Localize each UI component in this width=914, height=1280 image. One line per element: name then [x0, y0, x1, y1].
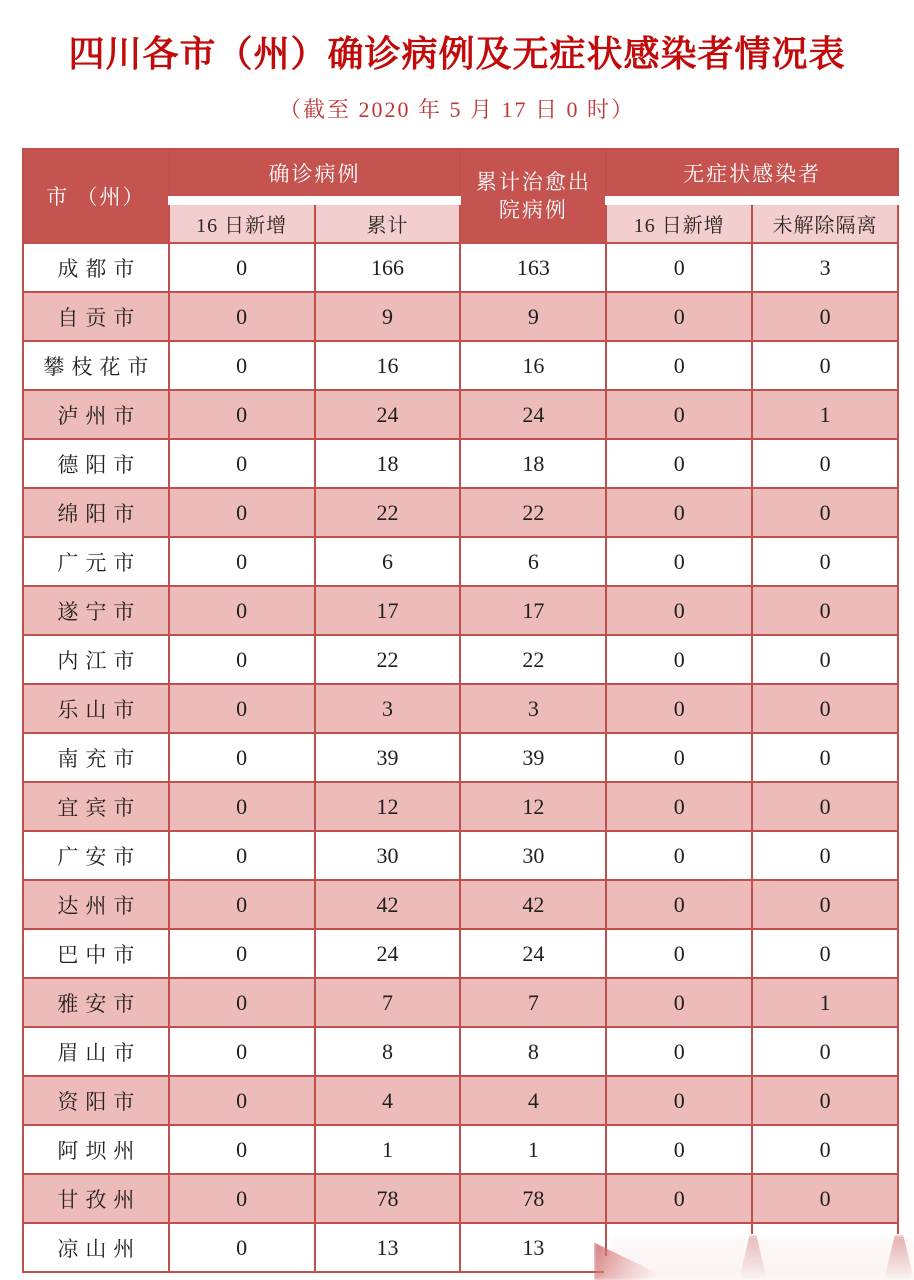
value-cell: 0 [752, 831, 898, 880]
value-cell: 0 [169, 1174, 315, 1223]
header-asym-new: 16 日新增 [606, 201, 752, 244]
table-row [23, 929, 898, 978]
table-row [23, 1174, 898, 1223]
value-cell: 0 [752, 733, 898, 782]
value-cell: 16 [315, 341, 461, 390]
value-cell: 0 [752, 684, 898, 733]
value-cell: 0 [169, 488, 315, 537]
value-cell: 0 [752, 586, 898, 635]
table-row [23, 586, 898, 635]
city-name-cell: 雅安市 [23, 978, 169, 1027]
header-confirmed-total: 累计 [315, 201, 461, 244]
city-name-cell: 自贡市 [23, 292, 169, 341]
value-cell: 9 [315, 292, 461, 341]
table-row [23, 733, 898, 782]
value-cell: 0 [169, 733, 315, 782]
value-cell: 24 [460, 390, 606, 439]
table-row [23, 831, 898, 880]
value-cell: 0 [606, 684, 752, 733]
value-cell: 0 [169, 929, 315, 978]
value-cell: 16 [460, 341, 606, 390]
value-cell: 4 [460, 1076, 606, 1125]
table-body [23, 243, 898, 1272]
value-cell: 42 [315, 880, 461, 929]
city-name-cell: 阿坝州 [23, 1125, 169, 1174]
value-cell: 22 [460, 635, 606, 684]
table-header [23, 149, 898, 243]
value-cell: 0 [752, 537, 898, 586]
value-cell: 0 [169, 1125, 315, 1174]
table-row [23, 684, 898, 733]
value-cell: 24 [315, 390, 461, 439]
value-cell: 7 [460, 978, 606, 1027]
table-row [23, 1076, 898, 1125]
table-row [23, 880, 898, 929]
value-cell: 30 [460, 831, 606, 880]
value-cell: 0 [169, 243, 315, 292]
city-name-cell: 达州市 [23, 880, 169, 929]
value-cell: 13 [315, 1223, 461, 1272]
header-cured-discharged: 累计治愈出院病例 [460, 149, 606, 243]
page-title: 四川各市（州）确诊病例及无症状感染者情况表 [68, 33, 846, 74]
value-cell: 0 [752, 1125, 898, 1174]
value-cell: 0 [752, 439, 898, 488]
value-cell: 0 [606, 586, 752, 635]
value-cell: 0 [606, 537, 752, 586]
value-cell: 0 [752, 880, 898, 929]
city-name-cell: 资阳市 [23, 1076, 169, 1125]
value-cell: 0 [169, 1076, 315, 1125]
value-cell: 0 [606, 439, 752, 488]
city-name-cell: 遂宁市 [23, 586, 169, 635]
city-name-cell: 广安市 [23, 831, 169, 880]
value-cell: 166 [315, 243, 461, 292]
value-cell: 0 [606, 929, 752, 978]
value-cell: 3 [315, 684, 461, 733]
table-row [23, 488, 898, 537]
table-row [23, 341, 898, 390]
value-cell: 0 [752, 1076, 898, 1125]
city-name-cell: 泸州市 [23, 390, 169, 439]
value-cell: 1 [752, 390, 898, 439]
value-cell: 0 [606, 488, 752, 537]
value-cell: 9 [460, 292, 606, 341]
value-cell: 0 [606, 243, 752, 292]
value-cell: 13 [460, 1223, 606, 1272]
value-cell: 6 [460, 537, 606, 586]
table-row [23, 292, 898, 341]
value-cell: 0 [752, 635, 898, 684]
value-cell: 0 [752, 292, 898, 341]
value-cell: 0 [169, 880, 315, 929]
value-cell: 0 [169, 831, 315, 880]
value-cell: 0 [606, 831, 752, 880]
value-cell: 0 [606, 782, 752, 831]
value-cell: 0 [169, 1027, 315, 1076]
city-name-cell: 南充市 [23, 733, 169, 782]
value-cell: 78 [460, 1174, 606, 1223]
value-cell: 17 [460, 586, 606, 635]
city-name-cell: 成都市 [23, 243, 169, 292]
value-cell: 0 [606, 1076, 752, 1125]
value-cell: 18 [460, 439, 606, 488]
table-row [23, 978, 898, 1027]
value-cell: 0 [606, 635, 752, 684]
table-row [23, 1125, 898, 1174]
value-cell: 0 [169, 586, 315, 635]
city-name-cell: 宜宾市 [23, 782, 169, 831]
value-cell: 0 [606, 341, 752, 390]
value-cell: 12 [315, 782, 461, 831]
value-cell: 0 [752, 782, 898, 831]
city-name-cell: 攀枝花市 [23, 341, 169, 390]
value-cell: 4 [315, 1076, 461, 1125]
value-cell: 42 [460, 880, 606, 929]
value-cell: 3 [752, 243, 898, 292]
value-cell: 39 [460, 733, 606, 782]
value-cell: 0 [606, 292, 752, 341]
value-cell: 6 [315, 537, 461, 586]
value-cell: 0 [169, 684, 315, 733]
value-cell: 8 [460, 1027, 606, 1076]
value-cell: 0 [606, 880, 752, 929]
value-cell: 0 [752, 1027, 898, 1076]
value-cell: 24 [460, 929, 606, 978]
table-row [23, 390, 898, 439]
table-row [23, 1027, 898, 1076]
table-row [23, 782, 898, 831]
table-row [23, 439, 898, 488]
header-confirmed-new: 16 日新增 [169, 201, 315, 244]
header-city: 市 （州） [23, 149, 169, 243]
value-cell: 0 [169, 341, 315, 390]
value-cell: 7 [315, 978, 461, 1027]
table-row [23, 537, 898, 586]
value-cell: 8 [315, 1027, 461, 1076]
value-cell: 0 [169, 292, 315, 341]
city-name-cell: 凉山州 [23, 1223, 169, 1272]
value-cell: 1 [752, 978, 898, 1027]
value-cell: 39 [315, 733, 461, 782]
page-subtitle: （截至 2020 年 5 月 17 日 0 时） [278, 97, 635, 122]
value-cell: 24 [315, 929, 461, 978]
value-cell: 1 [460, 1125, 606, 1174]
value-cell: 0 [169, 782, 315, 831]
table-row [23, 635, 898, 684]
cases-table [22, 148, 899, 1273]
header-asym-quarantine: 未解除隔离 [752, 201, 898, 244]
value-cell: 0 [606, 1027, 752, 1076]
value-cell: 0 [169, 390, 315, 439]
value-cell: 0 [606, 1125, 752, 1174]
value-cell: 0 [169, 537, 315, 586]
city-name-cell: 甘孜州 [23, 1174, 169, 1223]
header-asymptomatic-group: 无症状感染者 [606, 149, 898, 201]
value-cell: 163 [460, 243, 606, 292]
value-cell: 30 [315, 831, 461, 880]
value-cell: 22 [315, 488, 461, 537]
value-cell: 3 [460, 684, 606, 733]
value-cell: 0 [169, 635, 315, 684]
value-cell: 0 [752, 1174, 898, 1223]
value-cell: 0 [752, 488, 898, 537]
header-row-groups [23, 149, 898, 201]
value-cell: 0 [606, 1174, 752, 1223]
city-name-cell: 内江市 [23, 635, 169, 684]
value-cell: 0 [169, 978, 315, 1027]
header-confirmed-group: 确诊病例 [169, 149, 461, 201]
value-cell: 22 [315, 635, 461, 684]
value-cell: 12 [460, 782, 606, 831]
city-name-cell: 广元市 [23, 537, 169, 586]
value-cell: 1 [315, 1125, 461, 1174]
value-cell: 0 [169, 1223, 315, 1272]
city-name-cell: 巴中市 [23, 929, 169, 978]
value-cell: 0 [606, 390, 752, 439]
city-name-cell: 眉山市 [23, 1027, 169, 1076]
value-cell: 0 [606, 733, 752, 782]
value-cell: 0 [752, 341, 898, 390]
city-name-cell: 绵阳市 [23, 488, 169, 537]
value-cell: 0 [606, 978, 752, 1027]
value-cell: 0 [752, 929, 898, 978]
city-name-cell: 德阳市 [23, 439, 169, 488]
value-cell: 78 [315, 1174, 461, 1223]
table-row [23, 243, 898, 292]
value-cell: 0 [169, 439, 315, 488]
value-cell: 22 [460, 488, 606, 537]
value-cell: 18 [315, 439, 461, 488]
value-cell: 17 [315, 586, 461, 635]
city-name-cell: 乐山市 [23, 684, 169, 733]
